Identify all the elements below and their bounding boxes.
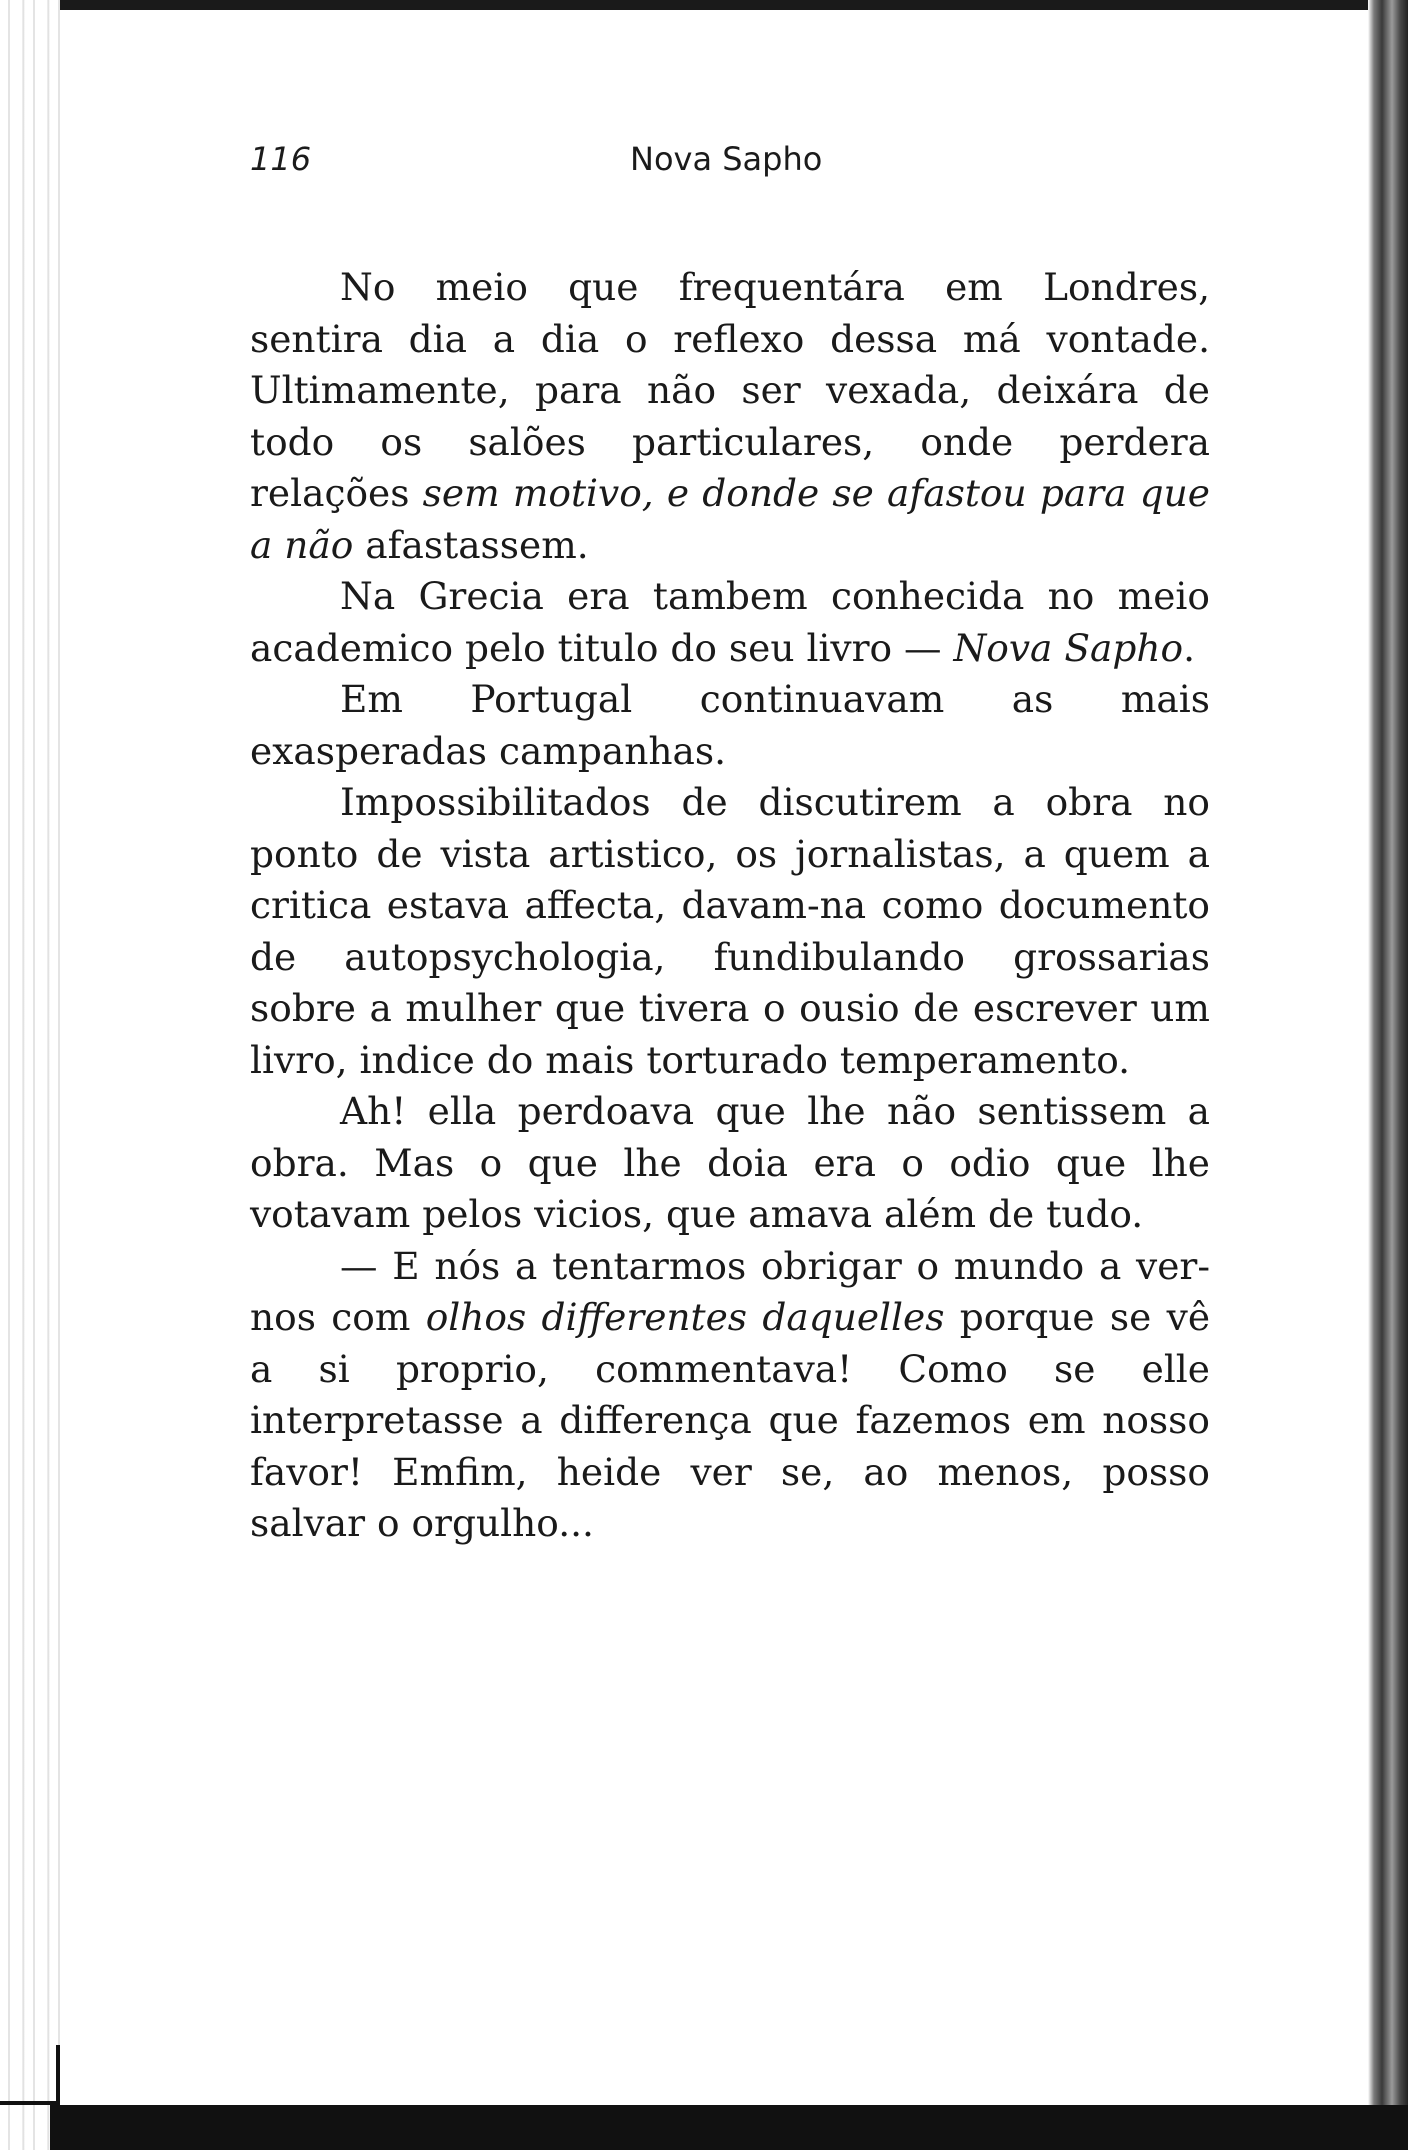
paragraph-1 (250, 262, 1210, 571)
running-title: Nova Sapho (630, 140, 823, 178)
paragraph-6-text-a: — E nós a tentarmos obrigar o mundo a ver-nos com (250, 1243, 1210, 1339)
body-text (250, 262, 1210, 1550)
paragraph-6 (250, 1241, 1210, 1550)
paragraph-3: Em Portugal continuavam as mais exasperadas campanhas. (250, 677, 1210, 773)
paragraph-5: Ah! ella perdoava que lhe não sentissem a obra. Mas o que lhe doia era o odio que lhe votavam pelos vicios, que amava além de tudo. (250, 1089, 1210, 1236)
paragraph-2-text-b: . (1183, 625, 1196, 670)
paragraph-2 (250, 571, 1210, 674)
page-number: 116 (250, 140, 312, 178)
paragraph-1-italic: sem motivo, e donde se afastou para que a não (250, 471, 1210, 567)
page-header (250, 140, 1210, 190)
paragraph-2-text-a: Na Grecia era tambem conhecida no meio academico pelo titulo do seu livro — (250, 574, 1210, 670)
paragraph-1-text-b: afastassem. (353, 522, 589, 567)
scan-right-edge (1368, 0, 1408, 2150)
paragraph-6-italic: olhos differentes daquelles (425, 1295, 945, 1339)
scan-top-edge (0, 0, 1408, 10)
scan-bottom-edge (50, 2105, 1408, 2150)
book-title-italic: Nova Sapho (953, 625, 1184, 670)
scan-left-binding (0, 0, 60, 2150)
paragraph-4: Impossibilitados de discutirem a obra no ponto de vista artistico, os jornalistas, a quem a critica estava affecta, davam-na como documento de autopsychologia, fundibulando grossarias sobre a mulher que tivera o ousio de escrever um livro, indice do mais torturado temperamento. (250, 780, 1210, 1082)
scan-bottom-corner (0, 2045, 60, 2105)
paragraph-6-text-b: porque se vê a si proprio, commentava! Como se elle interpretasse a differença que fazemos em nosso favor! Emfim, heide ver se, ao menos, posso salvar o orgulho... (250, 1295, 1211, 1545)
paragraph-1-text-a: No meio que frequentára em Londres, sentira dia a dia o reflexo dessa má vontade. Ultimamente, para não ser vexada, deixára de todo os salões particulares, onde perdera relações (250, 265, 1210, 515)
